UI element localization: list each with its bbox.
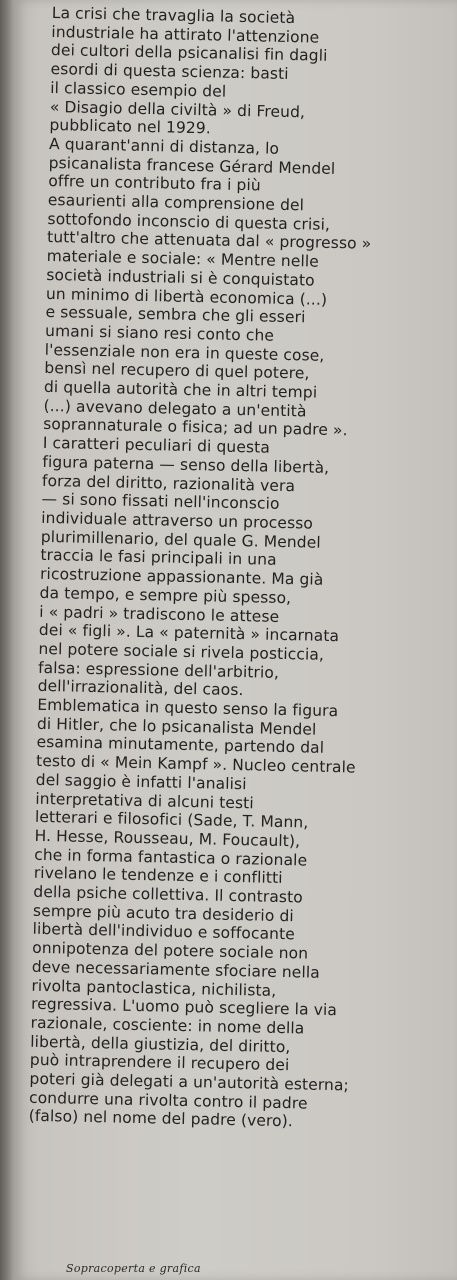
text-line: onnipotenza del potere sociale non	[32, 938, 309, 963]
text-line: bensì nel recupero di quel potere,	[44, 359, 310, 383]
text-line: sempre più acuto tra desiderio di	[32, 901, 294, 926]
text-line: libertà, della giustizia, del diritto,	[30, 1032, 291, 1056]
text-line: di Hitler, che lo psicanalista Mendel	[36, 714, 317, 739]
text-line: « Disagio della civiltà » di Freud,	[49, 97, 306, 121]
text-line: H. Hesse, Rousseau, M. Foucault),	[34, 826, 301, 851]
text-line: letterari e filosofici (Sade, T. Mann,	[34, 808, 309, 832]
text-line: che in forma fantastica o razionale	[33, 845, 308, 870]
text-line: Emblematica in questo senso la figura	[37, 695, 339, 721]
text-line: (falso) nel nome del padre (vero).	[28, 1107, 294, 1131]
text-line: tutt'altro che attenuata dal « progresso »	[46, 228, 372, 254]
text-line: libertà dell'individuo e soffocante	[32, 920, 296, 944]
flap-text	[28, 4, 451, 1134]
text-line: figura paterna — senso della libertà,	[42, 452, 330, 477]
text-line: della psiche collettiva. Il contrasto	[33, 882, 304, 907]
text-line: deve necessariamente sfociare nella	[31, 957, 321, 982]
text-line: dell'irrazionalità, del caos.	[37, 677, 244, 700]
text-line: traccia le fasi principali in una	[40, 546, 277, 570]
text-line: da tempo, e sempre più spesso,	[39, 583, 292, 607]
text-line: regressiva. L'uomo può scegliere la via	[30, 995, 338, 1020]
text-line: A quarant'anni di distanza, lo	[48, 134, 280, 158]
text-line: soprannaturale o fisica; ad un padre ».	[43, 415, 348, 440]
text-line: rivolta pantoclastica, nichilista,	[31, 976, 277, 1000]
text-line: offre un contributo fra i più	[48, 172, 261, 195]
text-line: falsa: espressione dell'arbitrio,	[37, 658, 280, 682]
text-line: (...) avevano delegato a un'entità	[43, 396, 307, 421]
text-line: del saggio è infatti l'analisi	[35, 770, 247, 794]
text-line: i « padri » tradiscono le attese	[39, 602, 280, 626]
text-line: e sessuale, sembra che gli esseri	[45, 303, 306, 327]
text-line: psicanalista francese Gérard Mendel	[48, 153, 336, 178]
text-line: ricostruzione appassionante. Ma già	[39, 564, 324, 589]
text-line: poteri già delegati a un'autorità esterna;	[29, 1069, 350, 1095]
text-line: dei « figli ». La « paternità » incarnata	[38, 621, 340, 646]
text-line: l'essenziale non era in queste cose,	[44, 340, 325, 365]
text-line: rivelano le tendenze e i conflitti	[33, 864, 283, 888]
text-line: individuale attraverso un processo	[41, 508, 314, 533]
text-line: esaurienti alla comprensione del	[47, 190, 305, 215]
text-line: razionale, cosciente: in nome della	[30, 1013, 305, 1038]
text-line: plurimillenario, del quale G. Mendel	[40, 527, 321, 552]
text-line: interpretativa di alcuni testi	[35, 789, 254, 812]
text-line: La crisi che travaglia la società	[51, 4, 296, 28]
text-line: società industriali si è conquistato	[46, 265, 315, 290]
text-line: materiale e sociale: « Mentre nelle	[46, 247, 320, 271]
text-line: condurre una rivolta contro il padre	[28, 1088, 308, 1113]
text-line: dei cultori della psicanalisi fin dagli	[50, 41, 328, 66]
text-line: industriale ha attirato l'attenzione	[51, 22, 320, 47]
text-line: pubblicato nel 1929.	[49, 116, 212, 138]
text-line: sottofondo inconscio di questa crisi,	[47, 209, 331, 234]
cover-design-credit: Sopracoperta e grafica	[66, 1262, 201, 1275]
text-line: esamina minutamente, partendo dal	[36, 733, 325, 758]
text-line: esordi di questa scienza: basti	[50, 60, 289, 84]
text-line: forza del diritto, razionalità vera	[41, 471, 296, 495]
text-line: testo di « Mein Kampf ». Nucleo centrale	[35, 751, 356, 777]
text-line: può intraprendere il recupero dei	[29, 1051, 290, 1075]
book-jacket-flap	[14, 0, 457, 1280]
text-line: un minimo di libertà economica (...)	[45, 284, 328, 309]
book-spine-shadow	[0, 0, 14, 1280]
text-line: di quella autorità che in altri tempi	[43, 377, 318, 402]
text-line: nel potere sociale si rivela posticcia,	[38, 639, 325, 664]
text-line: I caratteri peculiari di questa	[42, 434, 271, 457]
text-line: — si sono fissati nell'inconscio	[41, 490, 280, 514]
text-line: il classico esempio del	[50, 78, 227, 101]
text-line: umani si siano resi conto che	[44, 321, 275, 345]
